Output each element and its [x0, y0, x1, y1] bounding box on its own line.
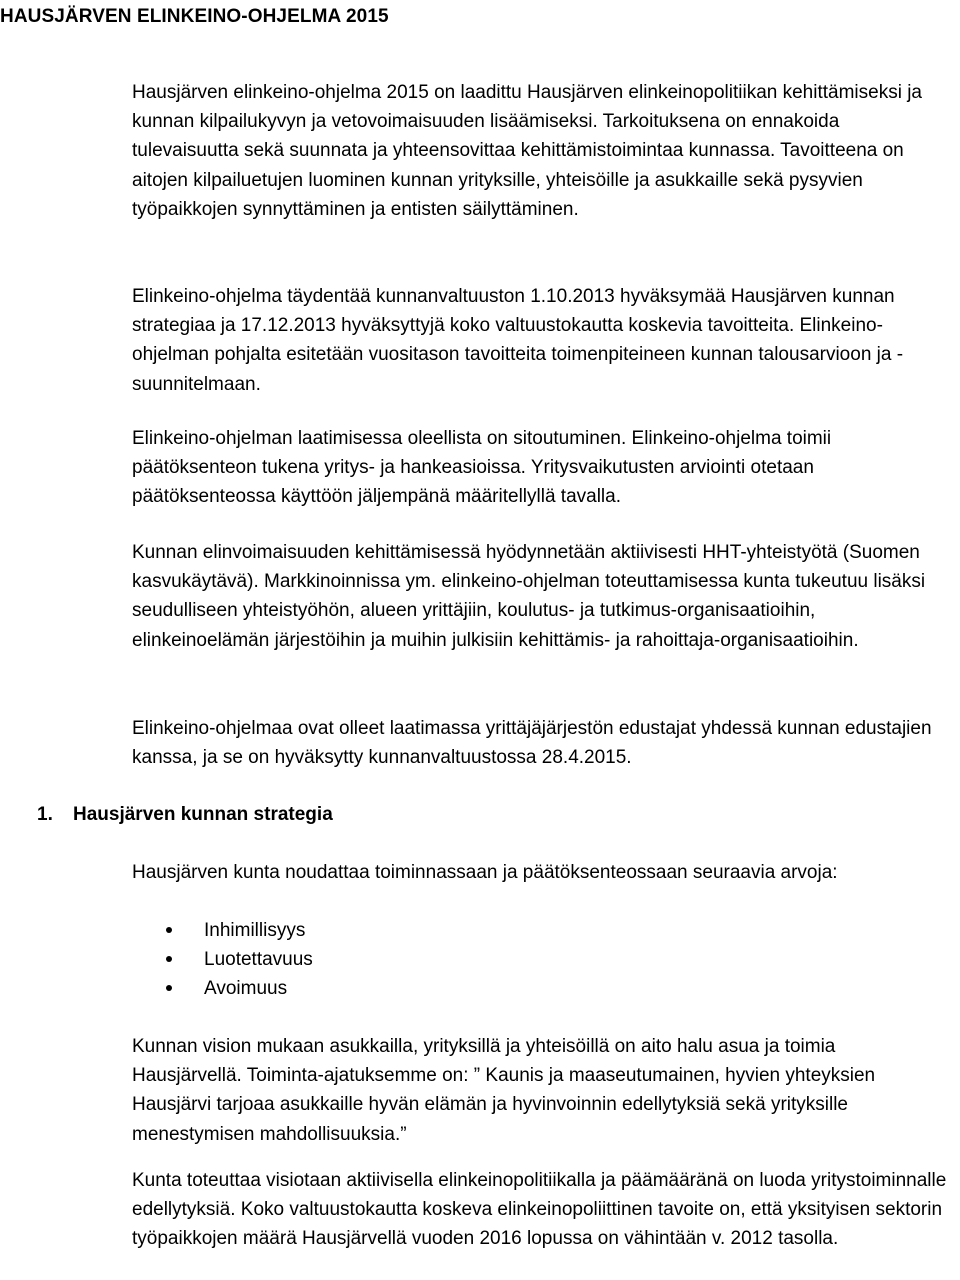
intro-paragraph-purpose: Hausjärven elinkeino-ohjelma 2015 on laadittu Hausjärven elinkeinopolitiikan kehittämiseksi ja kunnan kilpailukyvyn ja vetovoimaisuuden lisäämiseksi. Tarkoituksena on ennakoida tulevaisuutta sekä suunnata ja yhteensovittaa kehittämistoimintaa kunnassa. Tavoitteena on aitojen kilpailuetujen luominen kunnan yrityksille, yhteisöille ja asukkaille sekä pysyvien työpaikkojen synnyttäminen ja entisten säilyttäminen. [132, 82, 923, 220]
values-intro: Hausjärven kunta noudattaa toiminnassaan ja päätöksenteossaan seuraavia arvoja: [132, 862, 838, 883]
value-label: Avoimuus [204, 978, 288, 1000]
value-label: Inhimillisyys [204, 920, 306, 941]
goal-paragraph: Kunta toteuttaa visiotaan aktiivisella elinkeinopolitiikalla ja päämääränä on luoda yritystoiminnalle edellytyksiä. Koko valtuustokautta koskeva elinkeinopoliittinen tavoite on, että yksityisen sektorin työpaikkojen määrä Hausjärvellä vuoden 2016 lopussa on vähintään v. 2012 tasolla. [132, 1170, 947, 1250]
intro-paragraph-strategy: Elinkeino-ohjelma täydentää kunnanvaltuuston 1.10.2013 hyväksymää Hausjärven kunnan strategiaa ja 17.12.2013 hyväksyttyjä koko valtuustokautta koskevia tavoitteita. Elinkeino-ohjelman pohjalta esitetään vuositason tavoitteita toimenpiteineen kunnan talousarvioon ja -suunnitelmaan. [132, 286, 904, 395]
section-title: Hausjärven kunnan strategia [73, 804, 333, 825]
section-number: 1. [37, 804, 53, 825]
list-item [132, 916, 313, 945]
intro-paragraph-cooperation: Kunnan elinvoimaisuuden kehittämisessä hyödynnetään aktiivisesti HHT-yhteistyötä (Suomen kasvukäytävä). Markkinoinnissa ym. elinkeino-ohjelman toteuttamisessa kunta tukeutuu lisäksi seudulliseen yhteistyöhön, alueen yrittäjiin, koulutus- ja tutkimus-organisaatioihin, elinkeinoelämän järjestöihin ja muihin julkisiin kehittämis- ja rahoittaja-organisaatioihin. [132, 542, 926, 651]
vision-paragraph: Kunnan vision mukaan asukkailla, yrityksillä ja yhteisöillä on aito halu asua ja toimia Hausjärvellä. Toiminta-ajatuksemme on: ” Kaunis ja maaseutumainen, hyvien yhteyksien Hausjärvi tarjoaa asukkaille hyvän elämän ja hyvinvoinnin edellytyksiä sekä yrityksille menestymisen mahdollisuuksia.” [132, 1036, 876, 1145]
intro-paragraph-approval: Elinkeino-ohjelmaa ovat olleet laatimassa yrittäjäjärjestön edustajat yhdessä kunnan edustajien kanssa, ja se on hyväksytty kunnanvaltuustossa 28.4.2015. [132, 718, 932, 769]
value-label: Luotettavuus [204, 949, 313, 971]
section-heading [37, 800, 333, 829]
values-list [132, 916, 313, 1004]
bullet-icon [166, 927, 172, 933]
list-item [132, 974, 313, 1003]
document-title: HAUSJÄRVEN ELINKEINO-OHJELMA 2015 [0, 6, 389, 27]
intro-paragraph-commitment: Elinkeino-ohjelman laatimisessa oleellista on sitoutuminen. Elinkeino-ohjelma toimii päätöksenteon tukena yritys- ja hankeasioissa. Yritysvaikutusten arviointi otetaan päätöksenteossa käyttöön jäljempänä määritellyllä tavalla. [132, 428, 832, 508]
bullet-icon [166, 956, 172, 962]
list-item [132, 945, 313, 974]
bullet-icon [166, 985, 172, 991]
